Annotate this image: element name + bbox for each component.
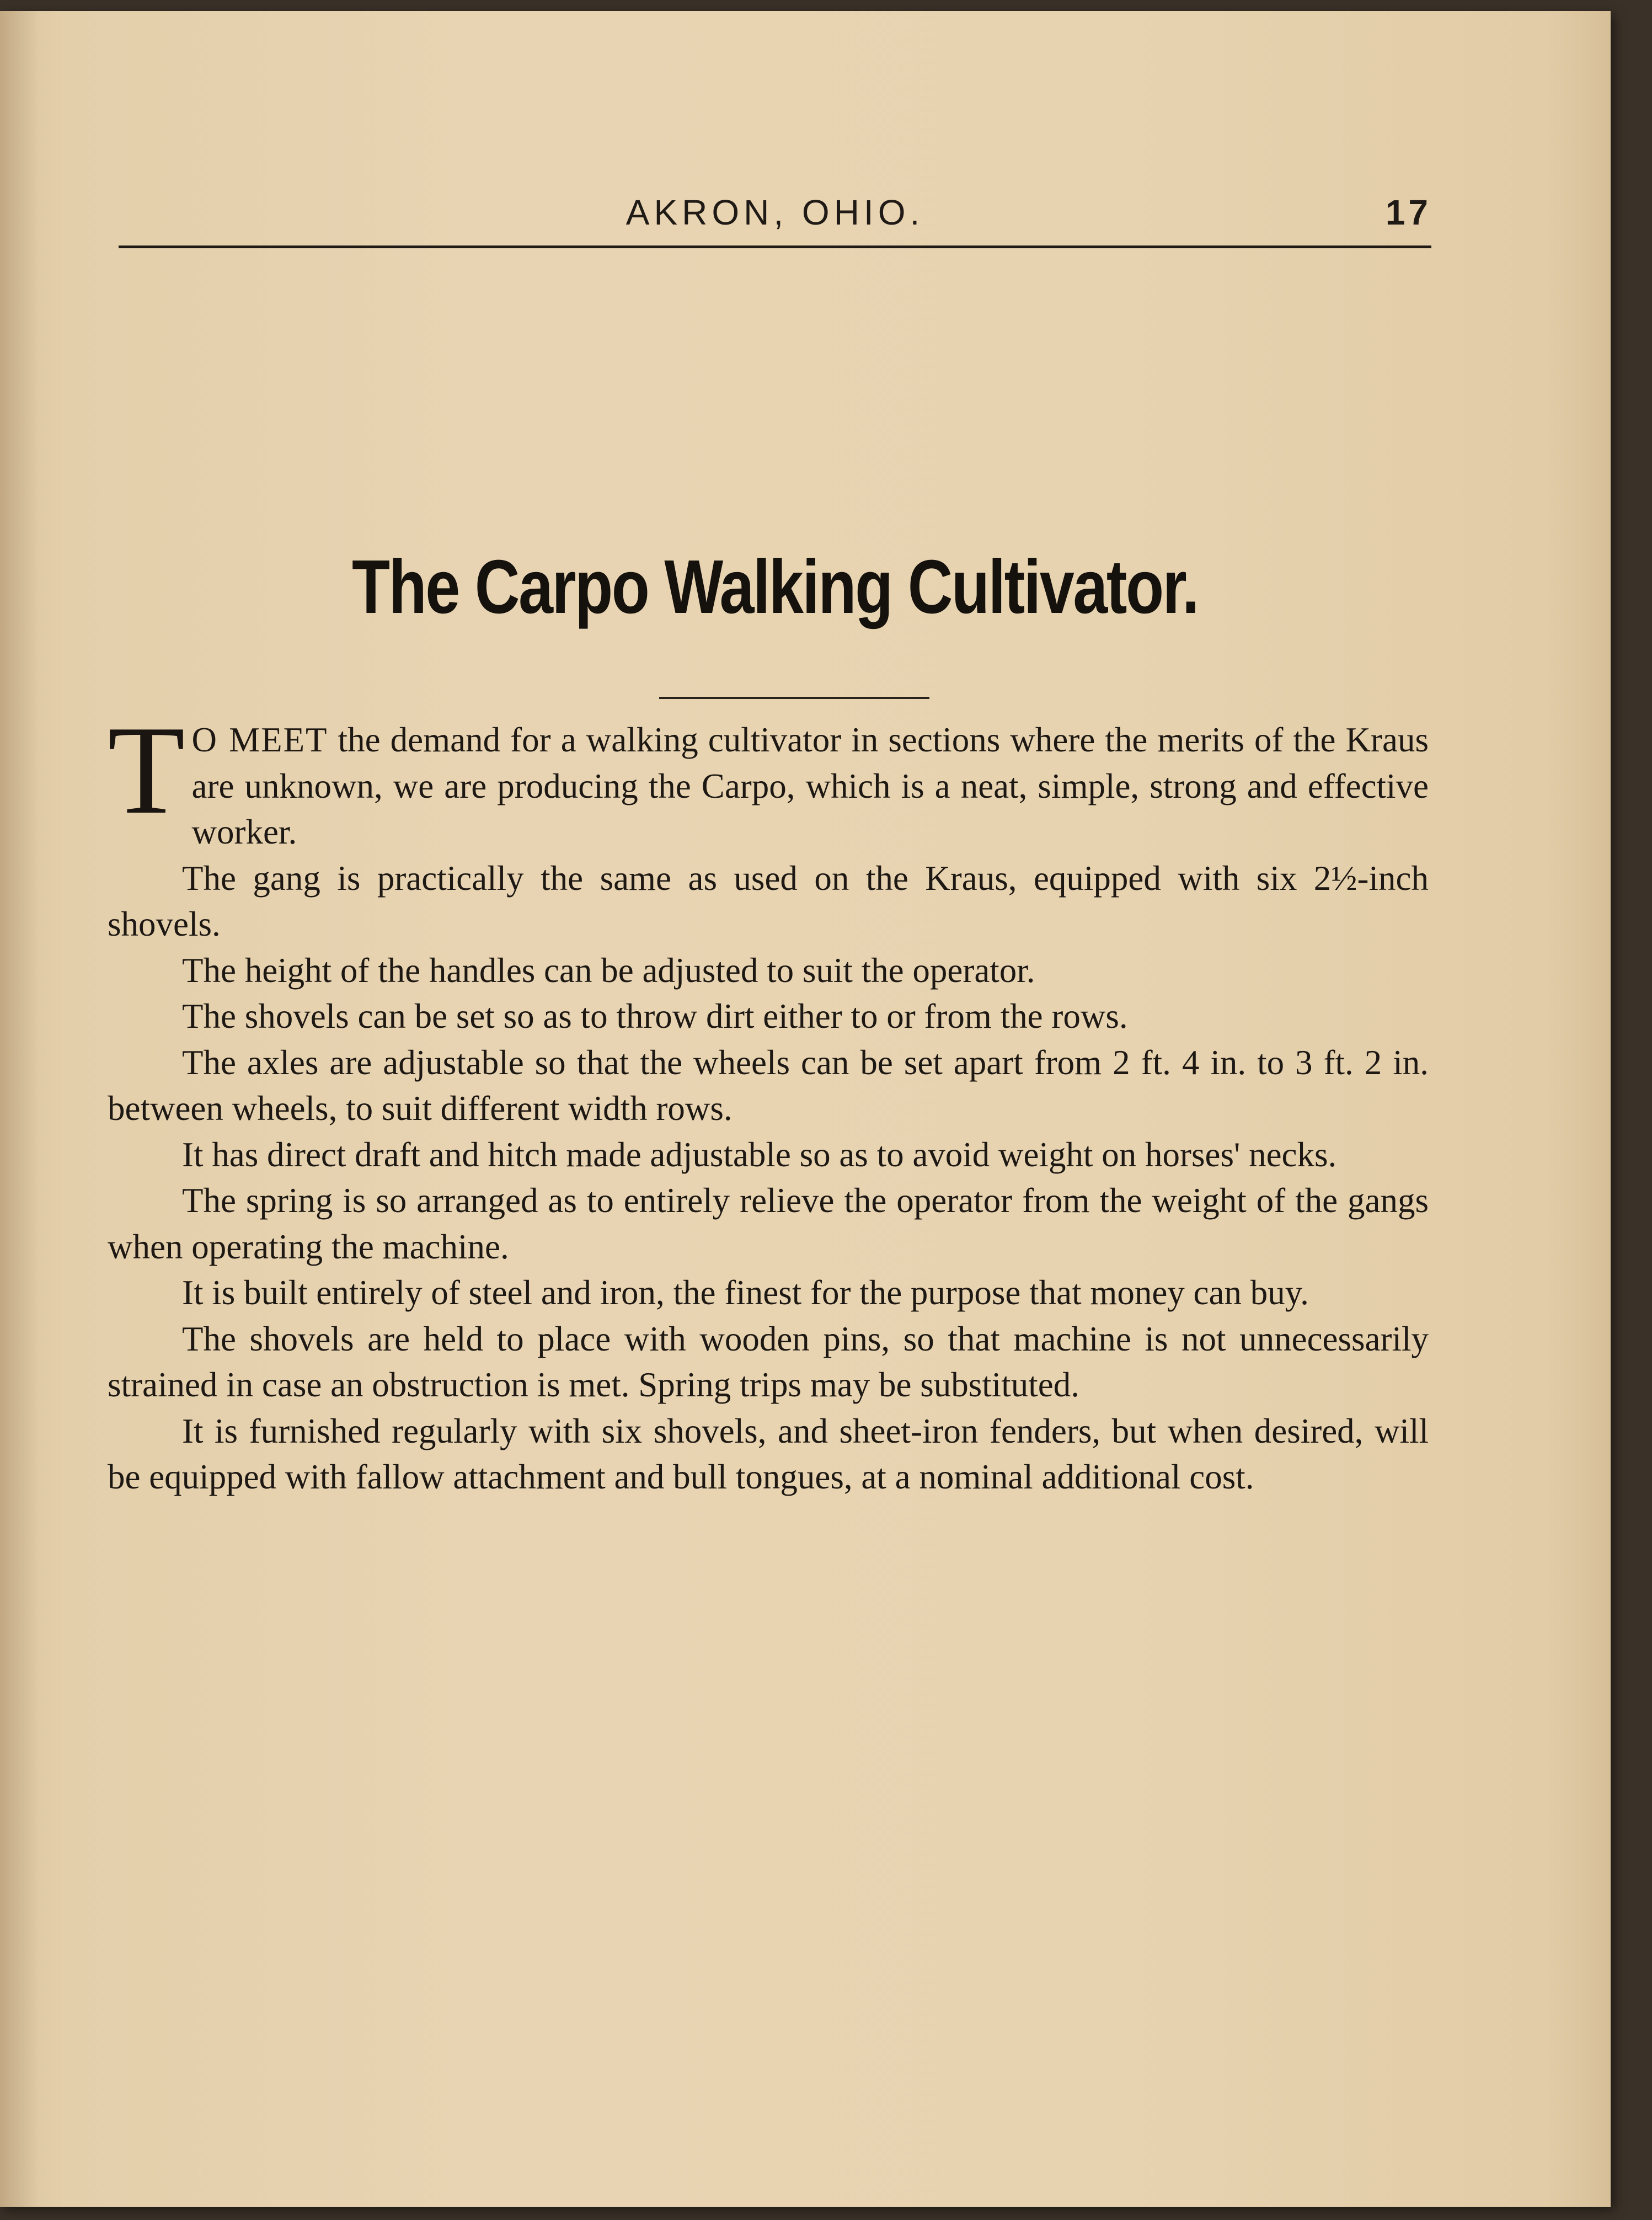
paragraph-1 <box>108 700 1429 856</box>
running-head <box>119 192 1431 253</box>
page <box>0 11 1611 2207</box>
paragraph-9: The shovels are held to place with wooden pins, so that machine is not unnecessarily strained in case an obstruction is met. Spring trips may be substituted. <box>108 1319 1429 1404</box>
paragraph-8: It is built entirely of steel and iron, the finest for the purpose that money can buy. <box>182 1273 1309 1312</box>
article-body <box>108 700 1429 1501</box>
drop-cap: T <box>108 700 185 840</box>
title-rule <box>659 697 929 699</box>
paragraph-4: The shovels can be set so as to throw dirt either to or from the rows. <box>182 997 1128 1036</box>
paragraph-7: The spring is so arranged as to entirely relieve the operator from the weight of the gangs when operating the machine. <box>108 1181 1429 1266</box>
running-head-place: AKRON, OHIO. <box>625 193 924 232</box>
paragraph-2: The gang is practically the same as used on the Kraus, equipped with six 2½-inch shovels. <box>108 858 1429 943</box>
paragraph-10: It is furnished regularly with six shovels, and sheet-iron fenders, but when desired, will be equipped with fallow attachment and bull tongues, at a nominal additional cost. <box>108 1411 1429 1496</box>
page-number: 17 <box>1385 193 1431 232</box>
header-rule <box>119 246 1431 248</box>
paragraph-6: It has direct draft and hitch made adjustable so as to avoid weight on horses' necks. <box>182 1135 1337 1174</box>
paragraph-5: The axles are adjustable so that the wheels can be set apart from 2 ft. 4 in. to 3 ft. 2 in. between wheels, to suit different width rows. <box>108 1043 1429 1128</box>
paragraph-3: The height of the handles can be adjusted to suit the operator. <box>182 951 1035 990</box>
lead-caps: O MEET <box>191 721 328 759</box>
page-title: The Carpo Walking Cultivator. <box>351 545 1199 629</box>
paragraph-text: the demand for a walking cultivator in sections where the merits of the Kraus are unknown, we are producing the Carpo, which is a neat, simple, strong and effective worker. <box>191 721 1429 851</box>
